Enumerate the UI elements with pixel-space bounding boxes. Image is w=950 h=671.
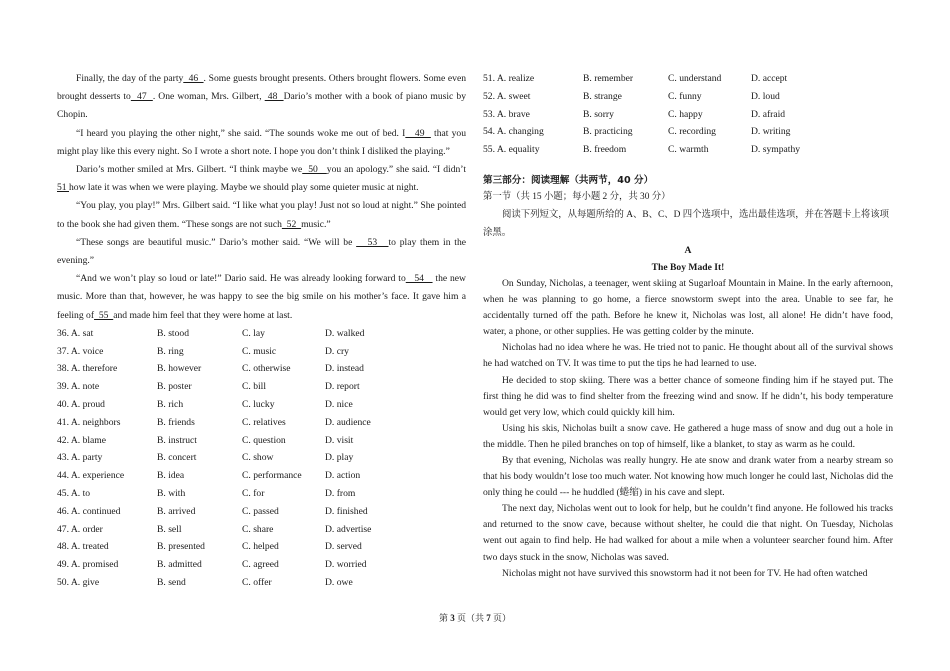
option-row bbox=[483, 123, 893, 141]
option-a: 55. A. equality bbox=[483, 144, 540, 156]
cloze-blank: 55 bbox=[94, 309, 114, 321]
option-d: D. from bbox=[325, 488, 356, 500]
footer-middle: 页（共 bbox=[454, 613, 487, 623]
option-row bbox=[57, 521, 466, 539]
option-d: D. advertise bbox=[325, 523, 372, 535]
paragraph-text: “And we won’t play so loud or late!” Dario said. He was already looking forward to bbox=[76, 273, 406, 285]
paragraph-text: you an apology.” she said. “I didn’t bbox=[326, 164, 469, 176]
option-d: D. served bbox=[325, 541, 362, 553]
cloze-blank: 52 bbox=[281, 218, 302, 230]
option-c: C. share bbox=[242, 523, 274, 535]
passage-title: The Boy Made It! bbox=[651, 261, 725, 273]
right-column bbox=[483, 70, 893, 582]
page-number: 3 bbox=[450, 613, 455, 623]
option-b: B. concert bbox=[157, 452, 197, 464]
option-d: D. writing bbox=[751, 126, 791, 138]
option-b: B. freedom bbox=[583, 144, 627, 156]
cloze-paragraph bbox=[57, 161, 469, 197]
option-a: 50. A. give bbox=[57, 577, 100, 588]
option-d: D. instead bbox=[325, 363, 364, 375]
option-row bbox=[57, 449, 466, 467]
option-b: B. send bbox=[157, 577, 186, 588]
left-column bbox=[57, 70, 469, 592]
passage-paragraph: Using his skis, Nicholas built a snow cave. He gathered a huge mass of snow and dug out a hole in the middle. Then he piled branches on top of himself, like a blanket, to stay as warm as he could. bbox=[483, 422, 893, 450]
option-b: B. practicing bbox=[583, 126, 633, 138]
option-b: B. strange bbox=[583, 90, 622, 102]
option-c: C. offer bbox=[242, 577, 272, 588]
option-row bbox=[57, 432, 466, 450]
option-b: B. idea bbox=[157, 470, 185, 482]
option-d: D. audience bbox=[325, 416, 371, 428]
cloze-paragraph bbox=[57, 270, 469, 325]
cloze-paragraph bbox=[57, 70, 469, 125]
cloze-paragraph bbox=[57, 197, 469, 233]
option-a: 40. A. proud bbox=[57, 399, 105, 411]
section-title: 第三部分：阅读理解（共两节，40 分） bbox=[483, 174, 654, 186]
option-b: B. remember bbox=[583, 73, 634, 84]
cloze-passage bbox=[57, 70, 469, 325]
option-d: D. afraid bbox=[751, 108, 786, 120]
option-d: D. play bbox=[325, 452, 354, 464]
paragraph-text: to play them in the evening.” bbox=[57, 236, 469, 267]
cloze-blank: 51 bbox=[57, 182, 69, 194]
paragraph-text: . One woman, Mrs. Gilbert, bbox=[152, 91, 265, 103]
cloze-blank: 54 bbox=[405, 273, 433, 285]
total-pages: 7 bbox=[486, 613, 491, 623]
option-b: B. ring bbox=[157, 345, 184, 357]
option-c: C. passed bbox=[242, 505, 279, 517]
option-d: D. action bbox=[325, 470, 361, 482]
option-b: B. sell bbox=[157, 523, 182, 535]
option-a: 49. A. promised bbox=[57, 559, 119, 571]
option-c: C. otherwise bbox=[242, 363, 291, 375]
option-d: D. accept bbox=[751, 73, 788, 84]
option-b: B. sorry bbox=[583, 108, 614, 120]
option-row bbox=[57, 343, 466, 361]
option-c: C. recording bbox=[668, 126, 716, 138]
option-row bbox=[57, 325, 466, 343]
option-c: C. show bbox=[242, 452, 274, 464]
option-c: C. understand bbox=[668, 73, 722, 84]
option-a: 48. A. treated bbox=[57, 541, 109, 553]
passage-paragraph: He decided to stop skiing. There was a better chance of someone finding him if he stayed put. The first thing he did was to find shelter from the freezing wind and snow. If he didn’t, his body temperature would get very low, which could quickly kill him. bbox=[483, 374, 893, 418]
paragraph-text: “These songs are beautiful music.” Dario’s mother said. “We will be bbox=[76, 236, 357, 248]
option-row bbox=[57, 574, 466, 592]
option-c: C. helped bbox=[242, 541, 279, 553]
cloze-paragraph bbox=[57, 234, 469, 270]
option-b: B. friends bbox=[157, 416, 195, 428]
option-a: 46. A. continued bbox=[57, 505, 121, 517]
option-d: D. cry bbox=[325, 345, 349, 357]
cloze-blank: 46 bbox=[183, 73, 204, 84]
option-row bbox=[483, 141, 893, 159]
cloze-blank: 48 bbox=[264, 91, 284, 103]
option-row bbox=[57, 485, 466, 503]
passage-paragraph: By that evening, Nicholas was really hungry. He ate snow and drank water from a nearby stream so that his body wouldn’t lose too much water. Not knowing how much longer he could last, Nicholas did the only thing he could --- he huddled (蜷缩) in his cave and slept. bbox=[483, 455, 893, 499]
option-a: 45. A. to bbox=[57, 488, 91, 500]
option-a: 41. A. neighbors bbox=[57, 416, 121, 428]
option-b: B. rich bbox=[157, 399, 184, 411]
footer-prefix: 第 bbox=[438, 613, 451, 623]
option-d: D. finished bbox=[325, 505, 368, 517]
option-d: D. report bbox=[325, 381, 360, 393]
option-d: D. walked bbox=[325, 327, 365, 339]
option-row bbox=[483, 106, 893, 124]
option-a: 53. A. brave bbox=[483, 108, 530, 120]
option-b: B. stood bbox=[157, 327, 189, 339]
option-a: 52. A. sweet bbox=[483, 90, 531, 102]
option-c: C. bill bbox=[242, 381, 266, 393]
option-row bbox=[483, 88, 893, 106]
option-b: B. instruct bbox=[157, 434, 197, 446]
paragraph-text: the new music. More than that, however, he was happy to see the big smile on his mother’s face. It gave him a feeling of bbox=[57, 273, 469, 321]
option-c: C. music bbox=[242, 345, 277, 357]
option-c: C. lucky bbox=[242, 399, 275, 411]
option-a: 43. A. party bbox=[57, 452, 103, 464]
paragraph-text: that you might play like this every night. So I wrote a short note. I hope you don’t think I disliked the playing.” bbox=[57, 127, 469, 157]
option-row bbox=[57, 360, 466, 378]
option-c: C. funny bbox=[668, 90, 702, 102]
paragraph-text: “You play, you play!” Mrs. Gilbert said. “I like what you play! Just not so loud at night.” She pointed to the book she had given them. “These songs are not such bbox=[57, 200, 469, 230]
option-a: 36. A. sat bbox=[57, 327, 94, 339]
option-a: 54. A. changing bbox=[483, 126, 544, 138]
option-d: D. nice bbox=[325, 399, 353, 411]
cloze-options-continued bbox=[483, 70, 893, 159]
option-d: D. owe bbox=[325, 577, 353, 588]
option-b: B. presented bbox=[157, 541, 205, 553]
option-d: D. visit bbox=[325, 434, 354, 446]
option-c: C. for bbox=[242, 488, 265, 500]
option-b: B. poster bbox=[157, 381, 192, 393]
passage-paragraph: The next day, Nicholas went out to look for help, but he couldn’t find anyone. He followed his tracks and returned to the snow cave, because without shelter, he could die that night. On Tuesday, Nicholas went out again to find help. He had walked for about a mile when a volunteer searcher found him. After two days stuck in the snow, Nicholas was saved. bbox=[483, 503, 893, 563]
option-c: C. performance bbox=[242, 470, 302, 482]
passage-paragraph: Nicholas had no idea where he was. He tried not to panic. He thought about all of the survival shows he had watched on TV. It was time to put the tips he had learned to use. bbox=[483, 342, 893, 370]
option-a: 38. A. therefore bbox=[57, 363, 118, 375]
option-b: B. admitted bbox=[157, 559, 202, 571]
option-b: B. however bbox=[157, 363, 202, 375]
paragraph-text: Dario’s mother smiled at Mrs. Gilbert. “I think maybe we bbox=[76, 164, 303, 176]
footer-suffix: 页） bbox=[490, 613, 512, 623]
option-a: 44. A. experience bbox=[57, 470, 125, 482]
option-b: B. with bbox=[157, 488, 186, 500]
passage-letter: A bbox=[684, 244, 692, 256]
option-row bbox=[57, 503, 466, 521]
option-a: 39. A. note bbox=[57, 381, 100, 393]
option-row bbox=[57, 538, 466, 556]
paragraph-text: Finally, the day of the party bbox=[76, 73, 184, 84]
cloze-blank: 47 bbox=[130, 91, 153, 103]
option-row bbox=[57, 414, 466, 432]
option-d: D. worried bbox=[325, 559, 367, 571]
option-a: 42. A. blame bbox=[57, 434, 107, 446]
option-row bbox=[57, 467, 466, 485]
option-a: 37. A. voice bbox=[57, 345, 104, 357]
cloze-options bbox=[57, 325, 466, 592]
option-row bbox=[57, 396, 466, 414]
option-c: C. happy bbox=[668, 108, 703, 120]
instruction-text: 阅读下列短文，从每题所给的 A、B、C、D 四个选项中，选出最佳选项，并在答题卡上将该项涂黑。 bbox=[483, 209, 889, 238]
paragraph-text: . Some guests brought presents. Others brought flowers. Some even brought desserts to bbox=[57, 73, 469, 103]
cloze-blank: 50 bbox=[302, 164, 327, 176]
subsection-title: 第一节（共 15 小题；每小题 2 分，共 30 分） bbox=[483, 191, 671, 202]
cloze-blank: 53 bbox=[356, 236, 389, 248]
option-c: C. relatives bbox=[242, 416, 286, 428]
passage-paragraph: On Sunday, Nicholas, a teenager, went skiing at Sugarloaf Mountain in Maine. In the early afternoon, when he was planning to go home, a fierce snowstorm swept into the area. Unable to see far, he accidentally turned off the path. Before he knew it, Nicholas was lost, all alone! He didn’t have food, water, a phone, or other supplies. He was getting colder by the minute. bbox=[483, 277, 893, 338]
option-row bbox=[57, 556, 466, 574]
cloze-blank: 49 bbox=[405, 127, 431, 139]
option-d: D. sympathy bbox=[751, 144, 801, 156]
option-a: 51. A. realize bbox=[483, 73, 535, 84]
option-b: B. arrived bbox=[157, 505, 196, 517]
paragraph-text: “I heard you playing the other night,” she said. “The sounds woke me out of bed. I bbox=[76, 127, 406, 139]
option-row bbox=[57, 378, 466, 396]
cloze-paragraph bbox=[57, 125, 469, 161]
option-c: C. lay bbox=[242, 327, 265, 339]
option-c: C. agreed bbox=[242, 559, 279, 571]
paragraph-text: Dario’s mother with a book of piano music by Chopin. bbox=[57, 91, 469, 121]
paragraph-text: and made him feel that they were home at last. bbox=[113, 309, 293, 321]
option-c: C. question bbox=[242, 434, 286, 446]
option-d: D. loud bbox=[751, 90, 780, 102]
option-row bbox=[483, 70, 893, 88]
reading-passage bbox=[483, 276, 893, 582]
paragraph-text: how late it was when we were playing. Maybe we should play some quieter music at night. bbox=[69, 182, 419, 194]
passage-paragraph: Nicholas might not have survived this snowstorm had it not been for TV. He had often watched bbox=[502, 567, 868, 579]
page-footer bbox=[0, 611, 950, 624]
paragraph-text: music.” bbox=[301, 218, 331, 230]
option-a: 47. A. order bbox=[57, 523, 103, 535]
option-c: C. warmth bbox=[668, 144, 709, 156]
